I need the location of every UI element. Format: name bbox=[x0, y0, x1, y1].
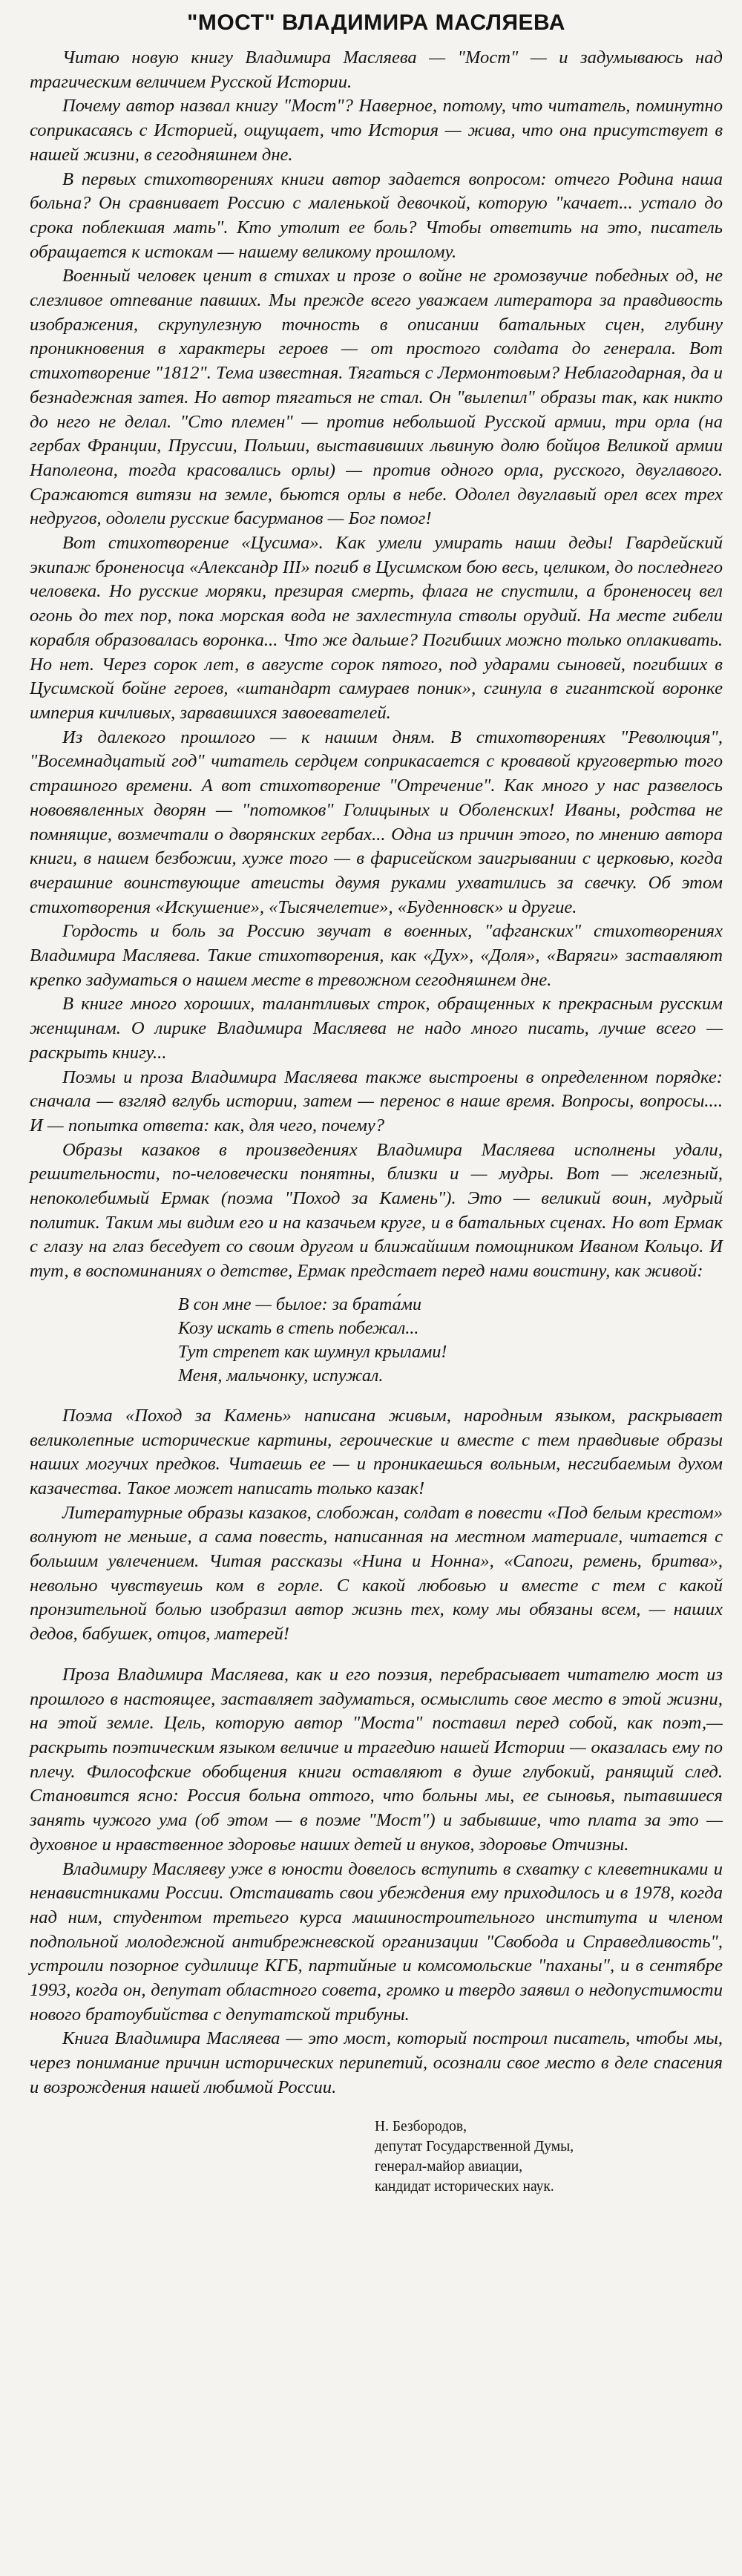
paragraph: Почему автор назвал книгу "Мост"? Наверное, потому, что читатель, поминутно соприкасаясь с Историей, ощущает, что История — жива, что она присутствует в нашей жизни, в сегодняшнем дне. bbox=[30, 96, 723, 165]
poem-quote bbox=[178, 1293, 723, 1388]
paragraph: Поэмы и проза Владимира Масляева также выстроены в определенном порядке: сначала — взгляд вглубь истории, затем — перенос в наше время. Вопросы, вопросы.... И — попытка ответа: как, для чего, почему? bbox=[30, 1066, 723, 1135]
author-signature bbox=[375, 2117, 723, 2197]
verse-line: В сон мне — былое: за брата́ми bbox=[178, 1294, 421, 1314]
verse-line: Тут стрепет как шумнул крылами! bbox=[178, 1342, 447, 1362]
paragraph: Читаю новую книгу Владимира Масляева — "Мост" — и задумываюсь над трагическим величием Русской Истории. bbox=[30, 47, 723, 92]
signature-name: Н. Безбородов, bbox=[375, 2118, 467, 2134]
verse-line: Козу искать в степь побежал... bbox=[178, 1318, 419, 1338]
article-title: "МОСТ" ВЛАДИМИРА МАСЛЯЕВА bbox=[187, 10, 565, 35]
signature-position: депутат Государственной Думы, bbox=[375, 2138, 574, 2154]
signature-rank: генерал-майор авиации, bbox=[375, 2158, 523, 2174]
article-body bbox=[30, 46, 723, 2100]
paragraph: Литературные образы казаков, слобожан, солдат в повести «Под белым крестом» волнуют не меньше, а сама повесть, написанная на местном материале, читается с большим увлечением. Читая рассказы «Нина и Нонна», «Сапоги, ремень, бритва», невольно чувствуешь ком в горле. С какой любовью и вместе с тем с какой пронзительной болью изобразил автор жизнь тех, кому мы обязаны всем, — наших дедов, бабушек, отцов, матерей! bbox=[30, 1502, 723, 1645]
paragraph: Проза Владимира Масляева, как и его поэзия, перебрасывает читателю мост из прошлого в настоящее, заставляет задуматься, осмыслить свое место в этой жизни, на этой земле. Цель, которую автор "Моста" поставил перед собой, как поэт,— раскрыть поэтическим языком величие и трагедию нашей Истории — оказалась ему по плечу. Философские обобщения книги оставляют в душе глубокий, ранящий след. Становится ясно: Россия больна оттого, что больны мы, ее сыновья, пытавшиеся занять чужого ума (об этом — в поэме "Мост") и забывшие, что плата за это — духовное и нравственное здоровье наших детей и внуков, здоровье Отчизны. bbox=[30, 1664, 723, 1855]
paragraph: Образы казаков в произведениях Владимира Масляева исполнены удали, решительности, по-человечески понятны, близки и — мудры. Вот — железный, непоколебимый Ермак (поэма "Поход за Камень"). Это — великий воин, мудрый политик. Таким мы видим его и на казачьем круге, и в батальных сценах. Но вот Ермак с глазу на глаз беседует со своим другом и ближайшим помощником Иваном Кольцо. И тут, в воспоминаниях о детстве, Ермак предстает перед нами воистину, как живой: bbox=[30, 1139, 723, 1282]
paragraph: Книга Владимира Масляева — это мост, который построил писатель, чтобы мы, через понимание причин исторических перипетий, осознали свое место в деле спасения и возрождения нашей любимой России. bbox=[30, 2028, 723, 2097]
paragraph: Владимиру Масляеву уже в юности довелось вступить в схватку с клеветниками и ненавистниками России. Отстаивать свои убеждения ему приходилось и в 1978, когда над ним, студентом третьего курса машиностроительного института и членом подпольной молодежной антибрежневской организации "Свобода и Справедливость", устроили позорное судилище КГБ, партийные и комсомольские "паханы", и в сентябре 1993, когда он, депутат областного совета, громко и твердо заявил о недопустимости нового братоубийства с депутатской трибуны. bbox=[30, 1858, 723, 2025]
paragraph: Вот стихотворение «Цусима». Как умели умирать наши деды! Гвардейский экипаж броненосца «Александр III» погиб в Цусимском бою весь, целиком, до последнего человека. Но русские моряки, презирая смерть, флага не спустили, а броненосец вел огонь до тех пор, пока морская вода не захлестнула стволы орудий. На месте гибели корабля образовалась воронка... Что же дальше? Погибших можно только оплакивать. Но нет. Через сорок лет, в августе сорок пятого, под ударами сыновей, погибших в Цусимской бойне героев, «штандарт самураев поник», сгинула в гигантской воронке империя кичливых, зарвавшихся завоевателей. bbox=[30, 533, 723, 723]
signature-degree: кандидат исторических наук. bbox=[375, 2178, 554, 2195]
paragraph: Гордость и боль за Россию звучат в военных, "афганских" стихотворениях Владимира Масляева. Такие стихотворения, как «Дух», «Доля», «Варяги» заставляют крепко задуматься о нашем месте в тревожном сегодняшнем дне. bbox=[30, 921, 723, 990]
verse-line: Меня, мальчонку, испужал. bbox=[178, 1366, 384, 1386]
paragraph: Военный человек ценит в стихах и прозе о войне не громозвучие победных од, не слезливое отпевание павших. Мы прежде всего уважаем литератора за правдивость изображения, скрупулезную точность в описании батальных сцен, глубину проникновения в характеры героев — от простого солдата до генерала. Вот стихотворение "1812". Тема известная. Тягаться с Лермонтовым? Неблагодарная, да и безнадежная затея. Но автор тягаться не стал. Он "вылепил" образы так, как никто до него не делал. "Сто племен" — против небольшой Русской армии, три орла (на гербах Франции, Пруссии, Польши, выставивших львиную долю бойцов Великой армии Наполеона, тогда красовались орлы) — против одного орла, русского, двуглавого. Сражаются витязи на земле, бьются орлы в небе. Одолел двуглавый орел всех трех недругов, одолели русские басурманов — Бог помог! bbox=[30, 266, 723, 529]
paragraph: Из далекого прошлого — к нашим дням. В стихотворениях "Революция", "Восемнадцатый год" читатель сердцем соприкасается с кровавой круговертью того страшного времени. А вот стихотворение "Отречение". Как много у нас развелось нововявленных дворян — "потомков" Голицыных и Оболенских! Иваны, родства не помнящие, возмечтали о дворянских гербах... Одна из причин этого, по мнению автора книги, в нашем безбожии, хуже того — в фарисейском заигрывании с церковью, когда вчерашние воинствующие атеисты двумя руками ухватились за свечку. Об этом стихотворения «Искушение», «Тысячелетие», «Буденновск» и другие. bbox=[30, 727, 723, 917]
paragraph: Поэма «Поход за Камень» написана живым, народным языком, раскрывает великолепные исторические картины, героические и вместе с тем правдивые образы наших могучих предков. Читаешь ее — и проникаешься вольным, несгибаемым духом казачества. Такое может написать только казак! bbox=[30, 1405, 723, 1498]
paragraph: В первых стихотворениях книги автор задается вопросом: отчего Родина наша больна? Он сравнивает Россию с маленькой девочкой, которую "качает... устало до срока поблекшая мать". Кто утолит ее боль? Чтобы ответить на это, писатель обращается к истокам — нашему великому прошлому. bbox=[30, 168, 723, 262]
paragraph: В книге много хороших, талантливых строк, обращенных к прекрасным русским женщинам. О лирике Владимира Масляева не надо много писать, лучше всего — раскрыть книгу... bbox=[30, 994, 723, 1063]
